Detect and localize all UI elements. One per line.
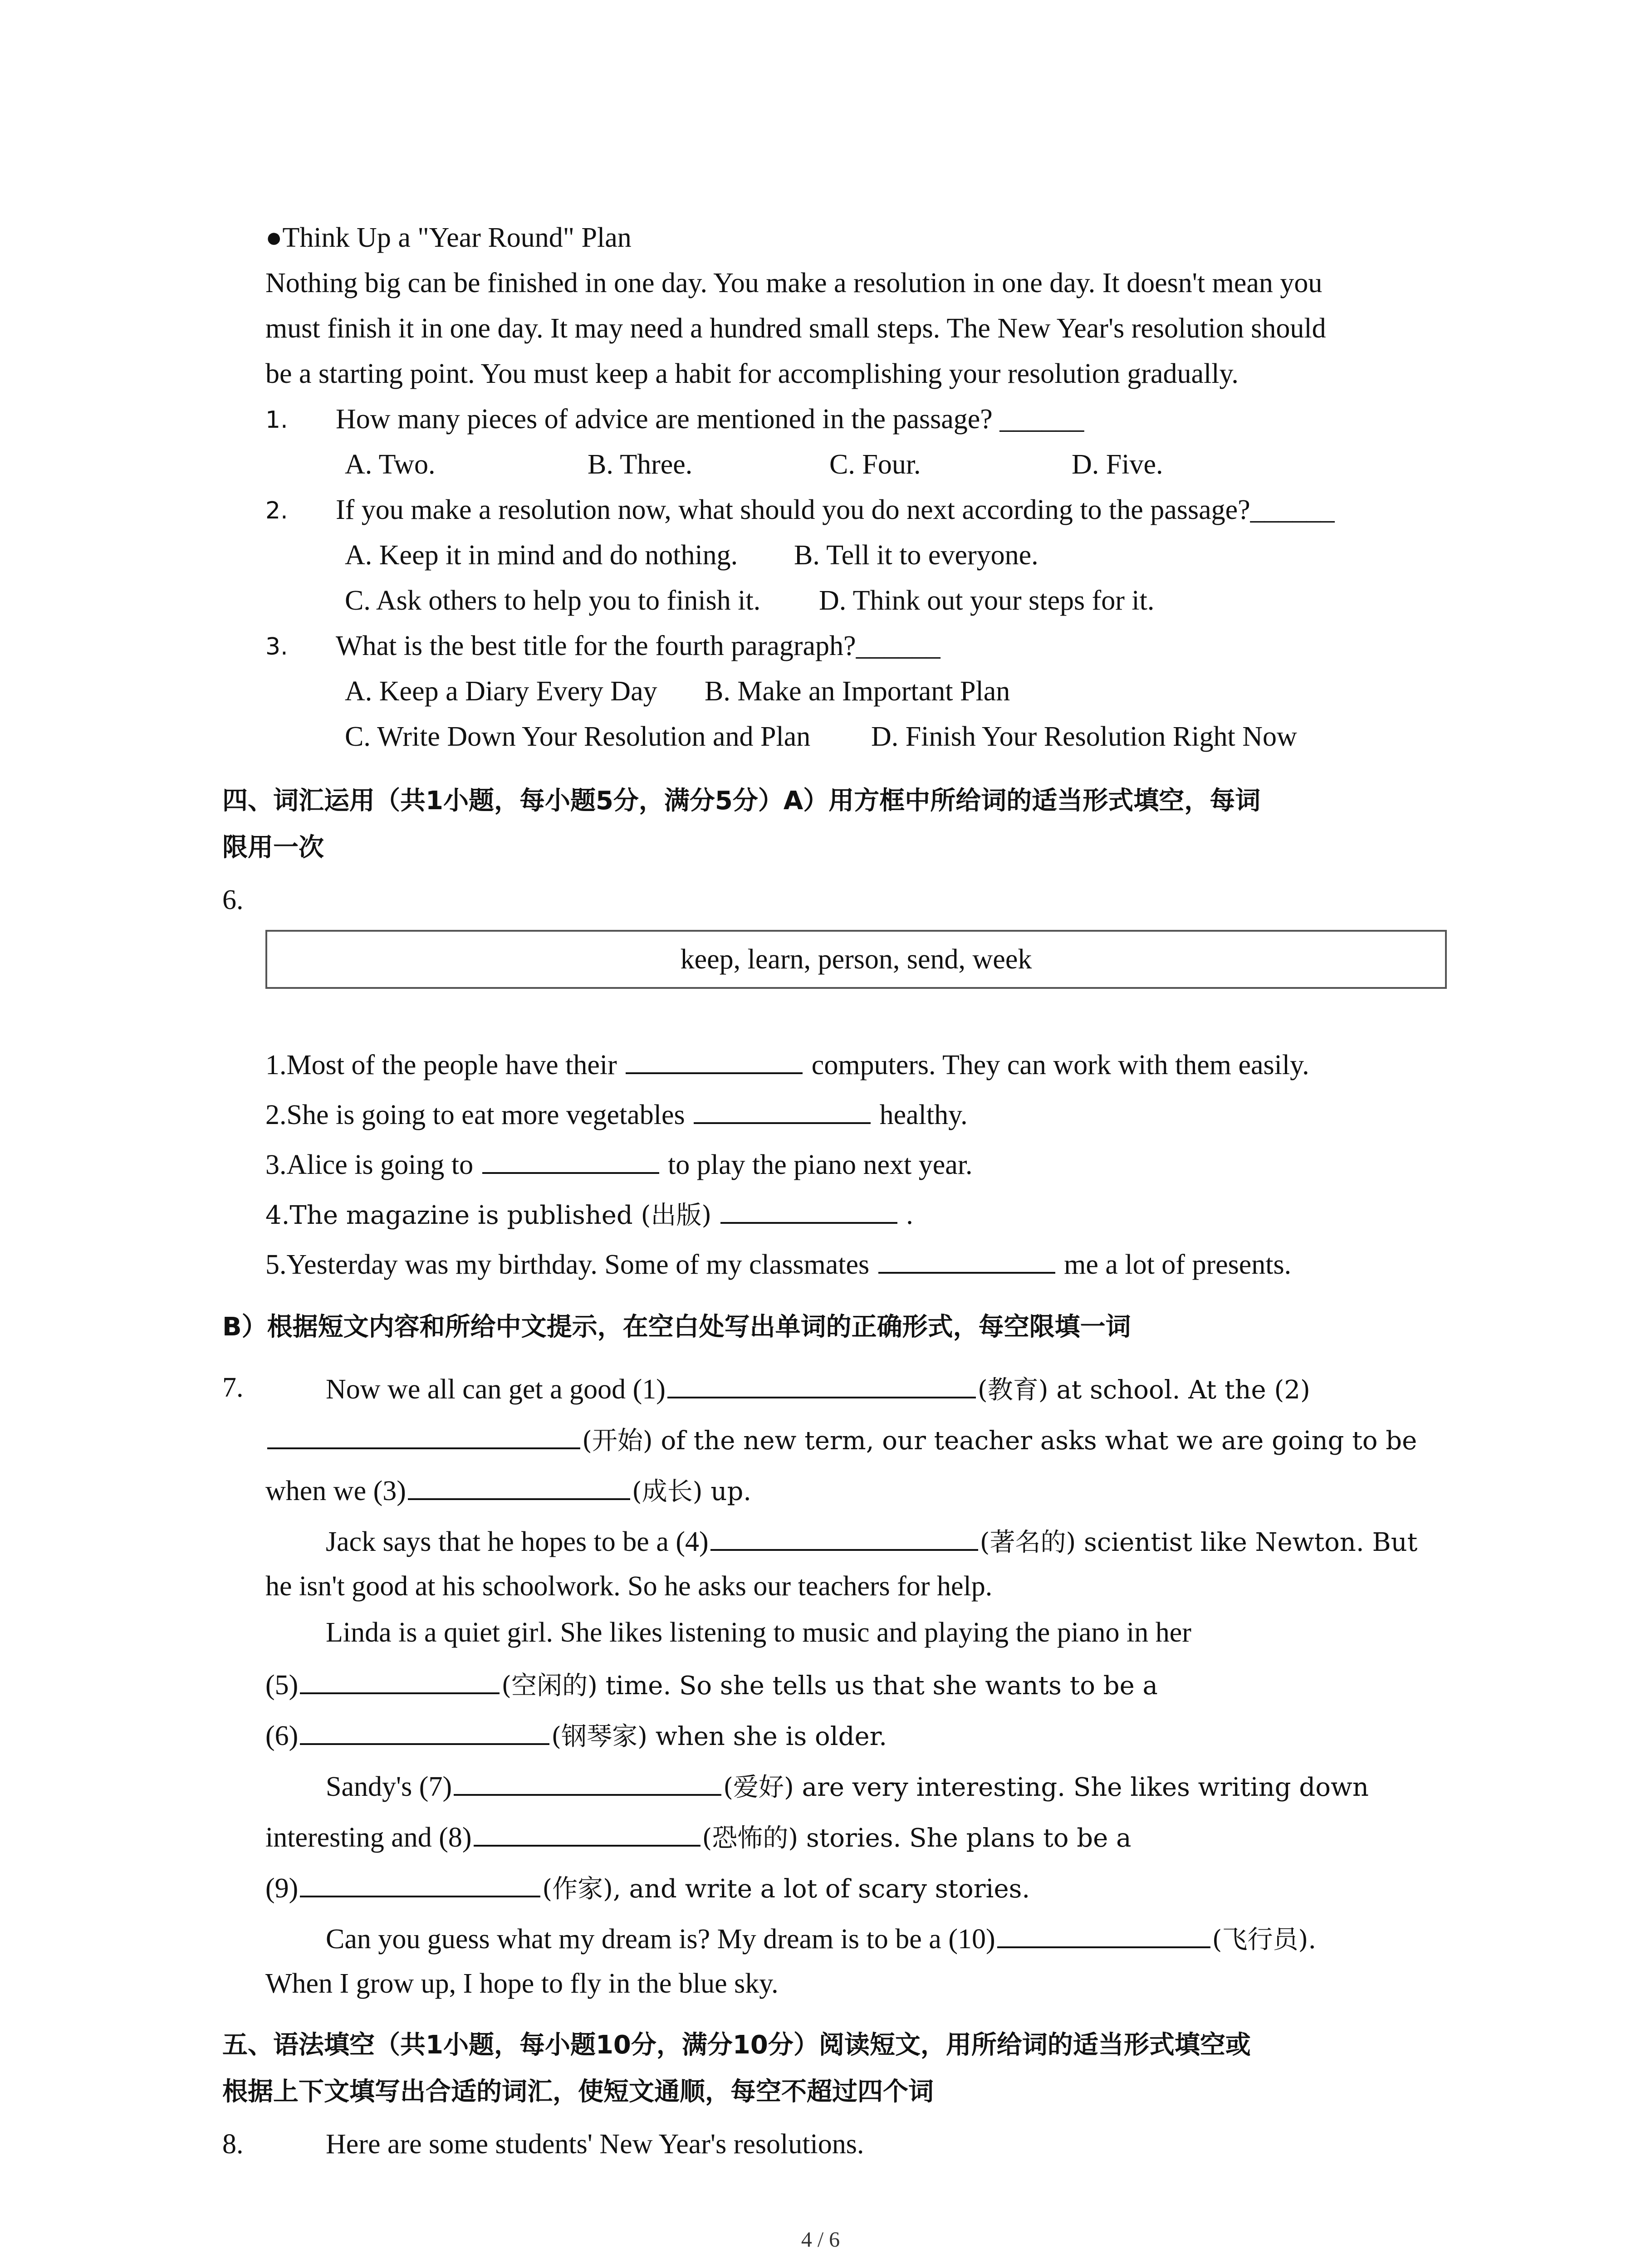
section-heading: 根据上下文填写出合适的词汇，使短文通顺，每空不超过四个词 <box>222 2077 934 2107</box>
passage-line: Linda is a quiet girl. She likes listening to music and playing the piano in her <box>326 1617 1191 1648</box>
option-b: B. Three. <box>588 449 693 480</box>
passage-line <box>326 1525 1417 1557</box>
word-bank: keep, learn, person, send, week <box>680 943 1032 975</box>
question-number: 7. <box>222 1372 244 1403</box>
fill-item-text: 1.Most of the people have their <box>265 1050 617 1080</box>
passage-text: when we (3) <box>265 1476 406 1506</box>
answer-blank[interactable] <box>667 1372 976 1398</box>
question-number: 1. <box>265 406 288 434</box>
word-bank-box <box>265 930 1447 989</box>
passage-line <box>265 1719 887 1751</box>
passage-text: (作家), and write a lot of scary stories. <box>542 1874 1030 1904</box>
fill-item <box>265 1148 973 1180</box>
passage-text: (6) <box>265 1721 299 1751</box>
passage-text: (爱好) are very interesting. She likes writing down <box>723 1773 1369 1802</box>
passage-text: (成长) up. <box>632 1477 752 1506</box>
fill-item-text: me a lot of presents. <box>1064 1249 1292 1280</box>
option-b: B. Tell it to everyone. <box>794 540 1038 571</box>
option-d: D. Think out your steps for it. <box>819 585 1155 616</box>
fill-item-text: 3.Alice is going to <box>265 1149 474 1180</box>
answer-blank[interactable] <box>878 1247 1055 1274</box>
passage-text: (9) <box>265 1873 299 1904</box>
fill-item <box>265 1098 968 1130</box>
fill-item-text: 5.Yesterday was my birthday. Some of my classmates <box>265 1249 870 1280</box>
answer-blank[interactable] <box>720 1198 897 1224</box>
answer-blank[interactable] <box>694 1098 871 1124</box>
passage-text: (教育) at school. At the (2) <box>977 1375 1310 1405</box>
passage-text: (著名的) scientist like Newton. But <box>980 1528 1418 1557</box>
passage-line <box>265 1820 1131 1853</box>
fill-item <box>265 1048 1309 1080</box>
question-number: 2. <box>265 497 288 524</box>
passage-line <box>265 1423 1417 1456</box>
passage-heading: ●Think Up a "Year Round" Plan <box>265 222 632 253</box>
fill-item-text: 4.The magazine is published (出版) <box>265 1201 712 1230</box>
option-d: D. Finish Your Resolution Right Now <box>871 721 1297 752</box>
option-c: C. Write Down Your Resolution and Plan <box>345 721 811 752</box>
passage-line <box>265 1871 1030 1904</box>
page-number: 4 / 6 <box>801 2228 840 2252</box>
question-text: How many pieces of advice are mentioned in the passage? ______ <box>336 404 1084 435</box>
answer-blank[interactable] <box>267 1423 580 1449</box>
fill-item-text: healthy. <box>879 1100 968 1130</box>
option-a: A. Keep it in mind and do nothing. <box>345 540 738 571</box>
passage-line <box>326 1372 1310 1405</box>
answer-blank[interactable] <box>710 1525 978 1551</box>
passage-line: he isn't good at his schoolwork. So he asks our teachers for help. <box>265 1571 993 1602</box>
passage-text: (钢琴家) when she is older. <box>551 1722 887 1751</box>
section-heading: 限用一次 <box>222 833 324 862</box>
fill-item-text: to play the piano next year. <box>668 1149 973 1180</box>
passage-text: Sandy's (7) <box>326 1771 452 1802</box>
section-heading: B）根据短文内容和所给中文提示，在空白处写出单词的正确形式，每空限填一词 <box>222 1312 1131 1342</box>
answer-blank[interactable] <box>454 1769 721 1796</box>
answer-blank[interactable] <box>300 1871 540 1897</box>
fill-item-text: . <box>906 1199 913 1230</box>
option-b: B. Make an Important Plan <box>705 676 1010 707</box>
passage-text: Jack says that he hopes to be a (4) <box>326 1526 709 1557</box>
section-heading: 四、词汇运用（共1小题，每小题5分，满分5分）A）用方框中所给词的适当形式填空，每词 <box>222 786 1261 816</box>
answer-blank[interactable] <box>474 1820 700 1847</box>
passage-text: (恐怖的) stories. She plans to be a <box>702 1823 1132 1853</box>
passage-text: Now we all can get a good (1) <box>326 1374 666 1405</box>
passage-line <box>326 1769 1369 1802</box>
question-text: If you make a resolution now, what should you do next according to the passage?______ <box>336 494 1335 525</box>
answer-blank[interactable] <box>997 1922 1210 1948</box>
passage-line: be a starting point. You must keep a habit for accomplishing your resolution gradually. <box>265 358 1239 389</box>
passage-line <box>265 1474 751 1506</box>
fill-item <box>265 1198 913 1230</box>
question-number: 6. <box>222 885 244 915</box>
passage-line: When I grow up, I hope to fly in the blue sky. <box>265 1968 779 1999</box>
option-c: C. Ask others to help you to finish it. <box>345 585 761 616</box>
passage-line <box>265 1668 1158 1701</box>
passage-text: (飞行员). <box>1212 1925 1317 1955</box>
fill-item-text: computers. They can work with them easily. <box>811 1050 1309 1080</box>
option-d: D. Five. <box>1072 449 1163 480</box>
passage-text: (开始) of the new term, our teacher asks what we are going to be <box>582 1426 1417 1456</box>
question-text: What is the best title for the fourth paragraph?______ <box>336 631 941 661</box>
passage-line: must finish it in one day. It may need a hundred small steps. The New Year's resolution should <box>265 313 1326 344</box>
passage-line <box>326 1922 1316 1955</box>
fill-item-text: 2.She is going to eat more vegetables <box>265 1100 685 1130</box>
question-number: 3. <box>265 633 288 660</box>
passage-text: interesting and (8) <box>265 1822 472 1853</box>
passage-text: (5) <box>265 1670 299 1701</box>
passage-text: (空闲的) time. So she tells us that she wants to be a <box>501 1671 1158 1701</box>
section-heading: 五、语法填空（共1小题，每小题10分，满分10分）阅读短文，用所给词的适当形式填空或 <box>222 2030 1251 2060</box>
question-number: 8. <box>222 2129 244 2160</box>
answer-blank[interactable] <box>626 1048 803 1074</box>
answer-blank[interactable] <box>300 1668 500 1694</box>
passage-line: Nothing big can be finished in one day. You make a resolution in one day. It doesn't mean you <box>265 268 1323 298</box>
option-a: A. Two. <box>345 449 436 480</box>
passage-text: Can you guess what my dream is? My dream is to be a (10) <box>326 1924 995 1955</box>
answer-blank[interactable] <box>300 1719 549 1745</box>
answer-blank[interactable] <box>482 1148 659 1174</box>
answer-blank[interactable] <box>408 1474 630 1500</box>
fill-item <box>265 1247 1291 1280</box>
option-a: A. Keep a Diary Every Day <box>345 676 657 707</box>
option-c: C. Four. <box>829 449 921 480</box>
passage-line: Here are some students' New Year's resolutions. <box>326 2129 864 2160</box>
